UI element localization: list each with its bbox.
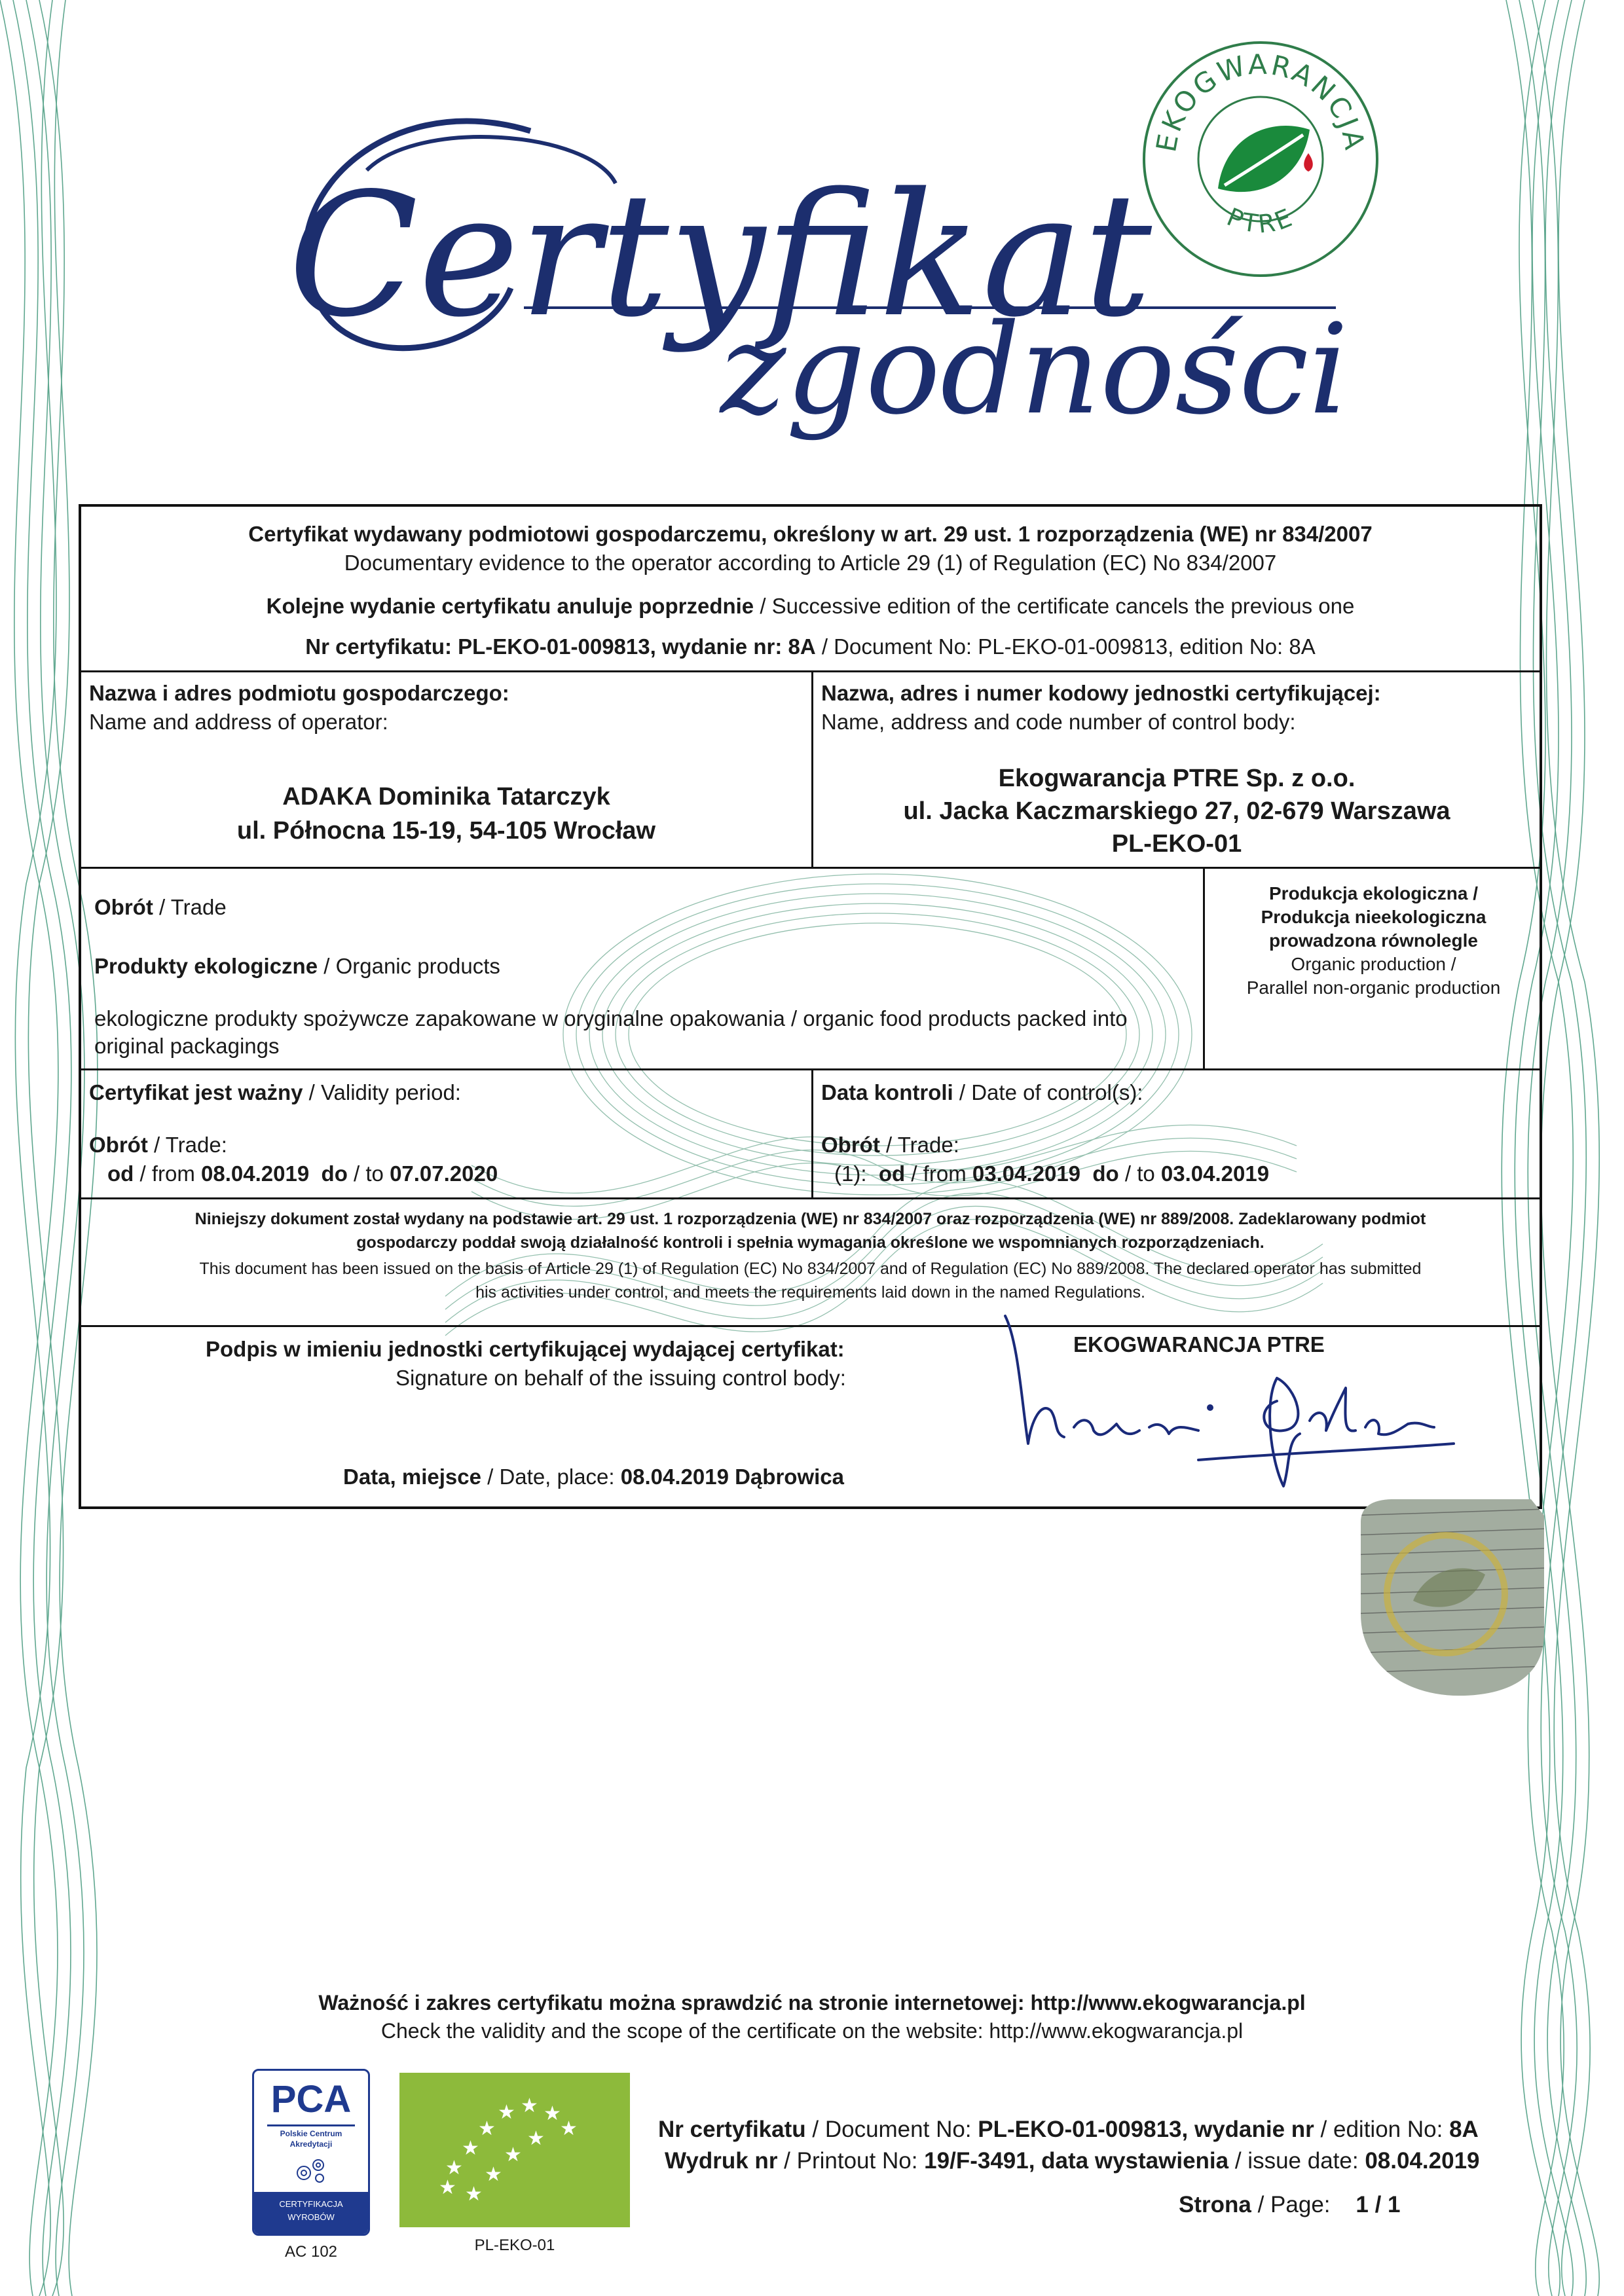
validity-trade: Obrót / Trade: <box>89 1133 227 1157</box>
pca-name-line-1: Polskie Centrum <box>280 2129 342 2138</box>
scope-trade: Obrót / Trade <box>94 895 227 919</box>
signature-body: EKOGWARANCJA PTRE <box>1073 1332 1325 1357</box>
validity-label: Certyfikat jest ważny / Validity period: <box>89 1080 461 1104</box>
signature-label-pl: Podpis w imieniu jednostki certyfikującej wydającej certyfikat: <box>206 1337 845 1361</box>
pca-cert-line-1: CERTYFIKACJA <box>279 2199 343 2209</box>
control-body-label-pl: Nazwa, adres i numer kodowy jednostki certyfikującej: <box>821 681 1381 705</box>
scope-products: Produkty ekologiczne / Organic products <box>94 954 500 978</box>
title-line-2: zgodności <box>720 297 1349 442</box>
scope-description-line-2: original packagings <box>94 1034 280 1058</box>
operator-label-en: Name and address of operator: <box>89 710 388 734</box>
control-body-label-en: Name, address and code number of control body: <box>821 710 1296 734</box>
signature-label-en: Signature on behalf of the issuing control body: <box>396 1366 846 1390</box>
inspection-trade: Obrót / Trade: <box>821 1133 959 1157</box>
eu-organic-logo <box>399 2073 630 2227</box>
svg-text:★: ★ <box>439 2176 456 2199</box>
pca-title: PCA <box>270 2078 352 2121</box>
footer-printout-number: Wydruk nr / Printout No: 19/F-3491, data wystawienia / issue date: 08.04.2019 <box>665 2148 1480 2174</box>
statement-en-line-2: his activities under control, and meets the requirements laid down in the named Regulations. <box>475 1283 1145 1302</box>
pca-name-line-2: Akredytacji <box>289 2140 333 2149</box>
control-body-code: PL-EKO-01 <box>1111 830 1242 858</box>
footer-page-number: Strona / Page: 1 / 1 <box>1179 2192 1401 2217</box>
operator-address: ul. Północna 15-19, 54-105 Wrocław <box>236 817 656 845</box>
parallel-production-pl-2: Produkcja nieekologiczna <box>1261 907 1486 927</box>
header-successive-edition: Kolejne wydanie certyfikatu anuluje poprzednie / Successive edition of the certificate cancels the previous one <box>266 594 1355 618</box>
footer-check-pl: Ważność i zakres certyfikatu można sprawdzić na stronie internetowej: http://www.ekogwarancja.pl <box>318 1991 1306 2014</box>
signature-date-place: Data, miejsce / Date, place: 08.04.2019 Dąbrowica <box>343 1465 844 1489</box>
hologram-seal <box>1348 1496 1547 1699</box>
svg-text:★: ★ <box>544 2102 561 2125</box>
statement-pl-line-2: gospodarczy poddał swoją działalność kontroli i spełnia wymagania określone we wspomnianych rozporządzeniach. <box>356 1233 1264 1252</box>
operator-name: ADAKA Dominika Tatarczyk <box>282 783 610 811</box>
eu-leaf-icon <box>399 2073 630 2227</box>
parallel-production-en-2: Parallel non-organic production <box>1246 977 1501 998</box>
header-regulation-en: Documentary evidence to the operator according to Article 29 (1) of Regulation (EC) No 834/2007 <box>344 551 1277 575</box>
footer-check-en: Check the validity and the scope of the certificate on the website: http://www.ekogwarancja.pl <box>380 2019 1244 2043</box>
svg-text:★: ★ <box>478 2117 496 2140</box>
scope-description-line-1: ekologiczne produkty spożywcze zapakowane w oryginalne opakowania / organic food products packed into <box>94 1006 1128 1030</box>
svg-text:★: ★ <box>445 2157 463 2179</box>
inspection-dates: (1): od / from 03.04.2019 do / to 03.04.2019 <box>834 1161 1270 1186</box>
header-regulation-pl: Certyfikat wydawany podmiotowi gospodarczemu, określony w art. 29 ust. 1 rozporządzenia (WE) nr 834/2007 <box>248 522 1373 546</box>
svg-text:★: ★ <box>560 2117 578 2140</box>
pca-accreditation-logo <box>252 2069 370 2236</box>
pca-cert-line-2: WYROBÓW <box>287 2212 335 2222</box>
svg-text:★: ★ <box>485 2163 502 2186</box>
gears-icon <box>292 2153 330 2186</box>
statement-pl-line-1: Niniejszy dokument został wydany na podstawie art. 29 ust. 1 rozporządzenia (WE) nr 834/2007 oraz rozporządzenia (WE) nr 889/2008. Zadeklarowany podmiot <box>194 1210 1426 1228</box>
parallel-production-pl-3: prowadzona równolegle <box>1269 930 1478 951</box>
parallel-production-en-1: Organic production / <box>1291 954 1456 974</box>
logo-text-top: EKOGWARANCJA <box>1150 48 1371 155</box>
ekogwarancja-logo <box>1139 38 1382 280</box>
logo-text-bottom: PTRE <box>1223 202 1299 239</box>
svg-text:★: ★ <box>504 2143 522 2166</box>
header-document-number: Nr certyfikatu: PL-EKO-01-009813, wydanie nr: 8A / Document No: PL-EKO-01-009813, edition No: 8A <box>305 634 1316 659</box>
leaf-icon <box>1218 126 1313 192</box>
statement-en-line-1: This document has been issued on the basis of Article 29 (1) of Regulation (EC) No 834/2007 and of Regulation (EC) No 889/2008. The declared operator has submitted <box>199 1260 1422 1278</box>
control-body-address: ul. Jacka Kaczmarskiego 27, 02-679 Warszawa <box>903 797 1450 825</box>
handwritten-signature <box>1002 1303 1460 1499</box>
svg-text:★: ★ <box>465 2183 483 2206</box>
validity-dates: od / from 08.04.2019 do / to 07.07.2020 <box>107 1161 498 1186</box>
eu-code: PL-EKO-01 <box>474 2236 555 2254</box>
parallel-production-pl-1: Produkcja ekologiczna / <box>1269 883 1478 903</box>
operator-label-pl: Nazwa i adres podmiotu gospodarczego: <box>89 681 509 705</box>
title-line-1: Certyfikat <box>288 157 1152 355</box>
inspection-label: Data kontroli / Date of control(s): <box>821 1080 1143 1104</box>
control-body-name: Ekogwarancja PTRE Sp. z o.o. <box>998 765 1356 792</box>
svg-text:★: ★ <box>498 2101 515 2124</box>
svg-text:★: ★ <box>527 2127 545 2150</box>
footer-document-number: Nr certyfikatu / Document No: PL-EKO-01-009813, wydanie nr / edition No: 8A <box>658 2117 1479 2142</box>
svg-text:★: ★ <box>521 2094 538 2117</box>
pca-code: AC 102 <box>284 2243 338 2261</box>
svg-text:★: ★ <box>462 2137 479 2160</box>
